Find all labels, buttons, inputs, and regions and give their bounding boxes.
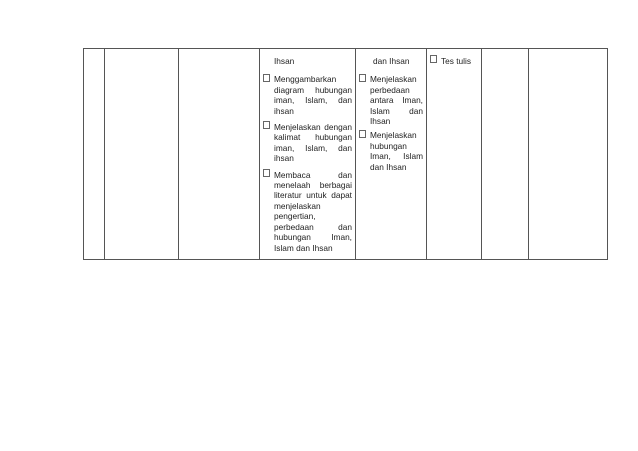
list-item: Menjelaskan dengan kalimat hubungan iman, Islam, dan ihsan [263,122,352,164]
table-cell-no [84,49,105,260]
table-row [84,49,608,260]
table-cell-source [529,49,608,260]
table-cell-indicators [356,49,427,260]
activities-lead: Ihsan [274,56,295,66]
table-cell-assessment [427,49,482,260]
bullet-box-icon [359,130,370,172]
list-item: Tes tulis [430,56,478,66]
list-item: Menjelaskan hubungan Iman, Islam dan Ihsan [359,130,423,172]
indicators-lead: dan Ihsan [373,56,410,66]
table-cell-time [482,49,529,260]
syllabus-table [83,48,608,260]
list-item: Menjelaskan perbedaan antara Iman, Islam dan Ihsan [359,74,423,126]
bullet-box-icon [263,170,274,253]
table-cell-activities [260,49,356,260]
bullet-box-icon [263,122,274,164]
list-item: Membaca dan menelaah berbagai literatur untuk dapat menjelaskan pengertian, perbedaan dan hubungan Iman, Islam dan Ihsan [263,170,352,253]
bullet-box-icon [430,56,441,66]
table-cell-material [179,49,260,260]
bullet-box-icon [359,74,370,126]
list-item: Menggambarkan diagram hubungan iman, Islam, dan ihsan [263,74,352,116]
bullet-box-icon [263,74,274,116]
table-cell-competency [105,49,179,260]
